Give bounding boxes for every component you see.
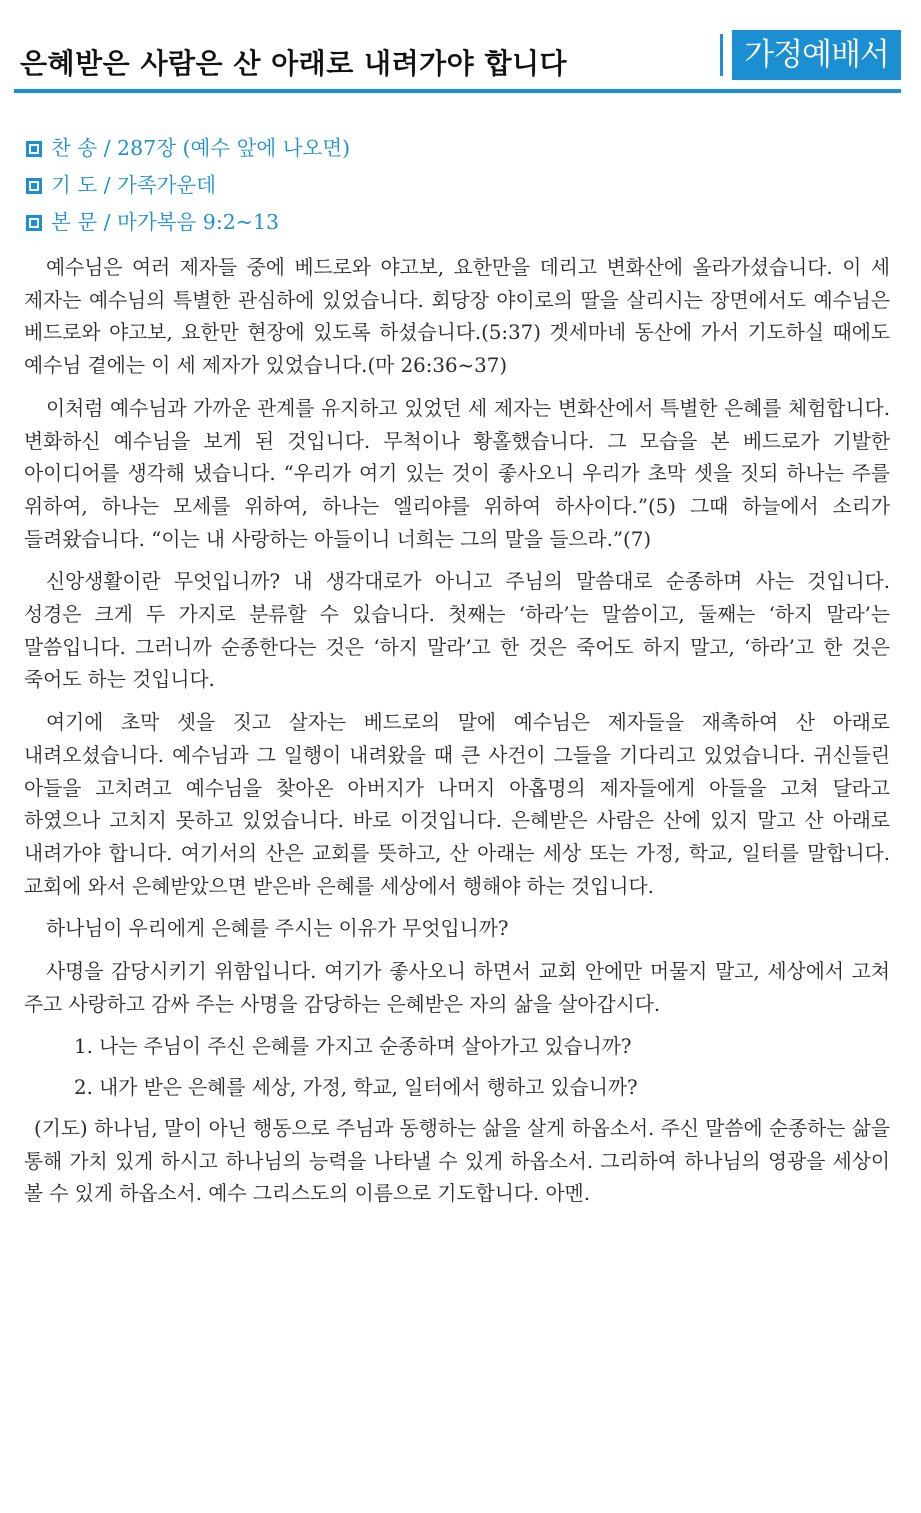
header-rule <box>14 89 901 93</box>
info-prayer-text: 기 도 / 가족가운데 <box>51 173 217 197</box>
paragraph: 예수님은 여러 제자들 중에 베드로와 야고보, 요한만을 데리고 변화산에 올라가셨습니다. 이 세 제자는 예수님의 특별한 관심하에 있었습니다. 회당장 야이로의 딸을 살리시는 장면에서도 예수님은 베드로와 야고보, 요한만 현장에 있도록 하셨습니다.(5:37) 겟세마네 동산에 가서 기도하실 때에도 예수님 곁에는 이 세 제자가 있었습니다.(마 26:36~37) <box>24 256 890 378</box>
title-divider <box>720 34 723 76</box>
page-title: 은혜받은 사람은 산 아래로 내려가야 합니다 <box>20 47 568 80</box>
paragraph: 사명을 감당시키기 위함입니다. 여기가 좋사오니 하면서 교회 안에만 머물지 말고, 세상에서 고쳐 주고 사랑하고 감싸 주는 사명을 감당하는 은혜받은 자의 삶을 살아갑시다. <box>24 960 890 1016</box>
section-tag: 가정예배서 <box>732 30 901 80</box>
square-bullet-icon <box>26 141 42 157</box>
info-scripture-text: 본 문 / 마가복음 9:2~13 <box>51 210 280 234</box>
info-hymn-text: 찬 송 / 287장 (예수 앞에 나오면) <box>51 136 351 160</box>
info-scripture <box>26 204 886 241</box>
square-bullet-icon <box>26 178 42 194</box>
reflection-question: 2. 내가 받은 은혜를 세상, 가정, 학교, 일터에서 행하고 있습니까? <box>74 1076 638 1100</box>
paragraph: 신앙생활이란 무엇입니까? 내 생각대로가 아니고 주님의 말씀대로 순종하며 사는 것입니다. 성경은 크게 두 가지로 분류할 수 있습니다. 첫째는 ‘하라’는 말씀이고, 둘째는 ‘하지 말라’는 말씀입니다. 그러니까 순종한다는 것은 ‘하지 말라’고 한 것은 죽어도 하지 말고, ‘하라’고 한 것은 죽어도 하는 것입니다. <box>24 570 890 692</box>
closing-prayer: (기도) 하나님, 말이 아닌 행동으로 주님과 동행하는 삶을 살게 하옵소서. 주신 말씀에 순종하는 삶을 통해 가치 있게 하시고 하나님의 능력을 나타낼 수 있게 하옵소서. 그리하여 하나님의 영광을 세상이 볼 수 있게 하옵소서. 예수 그리스도의 이름으로 기도합니다. 아멘. <box>24 1116 890 1206</box>
sermon-body <box>24 252 890 1221</box>
worship-info <box>26 130 886 241</box>
paragraph: 이처럼 예수님과 가까운 관계를 유지하고 있었던 세 제자는 변화산에서 특별한 은혜를 체험합니다. 변화하신 예수님을 보게 된 것입니다. 무척이나 황홀했습니다. 그 모습을 본 베드로가 기발한 아이디어를 생각해 냈습니다. “우리가 여기 있는 것이 좋사오니 우리가 초막 셋을 짓되 하나는 주를 위하여, 하나는 모세를 위하여, 하나는 엘리야를 위하여 하사이다.”(5) 그때 하늘에서 소리가 들려왔습니다. “이는 내 사랑하는 아들이니 너희는 그의 말을 들으라.”(7) <box>24 396 890 551</box>
square-bullet-icon <box>26 215 42 231</box>
reflection-question: 1. 나는 주님이 주신 은혜를 가지고 순종하며 살아가고 있습니까? <box>74 1035 632 1059</box>
paragraph: 하나님이 우리에게 은혜를 주시는 이유가 무엇입니까? <box>46 917 509 941</box>
page-header <box>14 28 901 90</box>
info-prayer <box>26 167 886 204</box>
paragraph: 여기에 초막 셋을 짓고 살자는 베드로의 말에 예수님은 제자들을 재촉하여 산 아래로 내려오셨습니다. 예수님과 그 일행이 내려왔을 때 큰 사건이 그들을 기다리고 있었습니다. 귀신들린 아들을 고치려고 예수님을 찾아온 아버지가 나머지 아홉명의 제자들에게 아들을 고쳐 달라고 하였으나 고치지 못하고 있었습니다. 바로 이것입니다. 은혜받은 사람은 산에 있지 말고 산 아래로 내려가야 합니다. 여기서의 산은 교회를 뜻하고, 산 아래는 세상 또는 가정, 학교, 일터를 말합니다. 교회에 와서 은혜받았으면 받은바 은혜를 세상에서 행해야 하는 것입니다. <box>24 711 890 898</box>
info-hymn <box>26 130 886 167</box>
